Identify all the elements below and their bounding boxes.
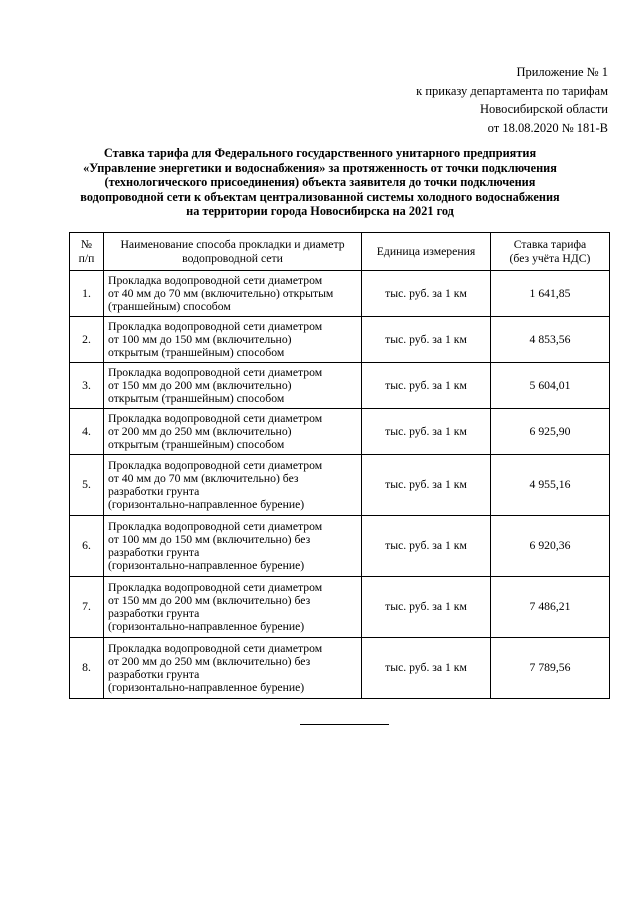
row-unit: тыс. руб. за 1 км	[362, 271, 491, 317]
method-line: Прокладка водопроводной сети диаметром	[108, 319, 323, 333]
row-unit: тыс. руб. за 1 км	[362, 317, 491, 363]
row-method	[104, 516, 362, 577]
title-line: (технологического присоединения) объекта заявителя до точки подключения	[104, 175, 536, 190]
method-line: Прокладка водопроводной сети диаметром	[108, 458, 323, 472]
method-line: от 150 мм до 200 мм (включительно) без	[108, 593, 311, 607]
header-name-line: Наименование способа прокладки и диаметр	[120, 238, 345, 252]
appendix-line: от 18.08.2020 № 181-В	[487, 120, 608, 135]
method-line: разработки грунта	[108, 546, 200, 559]
closing-divider-line	[300, 724, 389, 725]
row-number: 4.	[70, 409, 104, 455]
method-line: от 40 мм до 70 мм (включительно) открытым	[108, 286, 334, 300]
row-number: 6.	[70, 516, 104, 577]
row-method	[104, 455, 362, 516]
row-method	[104, 317, 362, 363]
method-line: от 200 мм до 250 мм (включительно)	[108, 424, 292, 438]
header-num-line: п/п	[78, 251, 95, 265]
method-line: от 100 мм до 150 мм (включительно)	[108, 332, 292, 346]
table-header-row	[70, 233, 610, 271]
table-row	[70, 271, 610, 317]
row-unit: тыс. руб. за 1 км	[362, 409, 491, 455]
table-row	[70, 455, 610, 516]
appendix-block	[416, 63, 608, 137]
title-line: «Управление энергетики и водоснабжения» за протяженность от точки подключения	[83, 160, 557, 175]
method-line: от 200 мм до 250 мм (включительно) без	[108, 654, 311, 668]
title-line: водопроводной сети к объектам централизованной системы холодного водоснабжения	[80, 189, 560, 204]
method-line: от 150 мм до 200 мм (включительно)	[108, 378, 292, 392]
row-number: 3.	[70, 363, 104, 409]
row-rate: 7 789,56	[491, 638, 610, 699]
header-unit: Единица измерения	[362, 233, 491, 271]
method-line: разработки грунта	[108, 485, 200, 498]
method-line: от 40 мм до 70 мм (включительно) без	[108, 471, 299, 485]
method-line: Прокладка водопроводной сети диаметром	[108, 365, 323, 379]
row-rate: 1 641,85	[491, 271, 610, 317]
row-unit: тыс. руб. за 1 км	[362, 577, 491, 638]
document-title	[70, 146, 570, 219]
appendix-line: Приложение № 1	[516, 65, 608, 79]
header-name	[104, 233, 362, 271]
method-line: Прокладка водопроводной сети диаметром	[108, 411, 323, 425]
row-number: 7.	[70, 577, 104, 638]
method-line: открытым (траншейным) способом	[108, 438, 285, 452]
row-rate: 4 853,56	[491, 317, 610, 363]
row-rate: 5 604,01	[491, 363, 610, 409]
appendix-line: Новосибирской области	[479, 102, 608, 116]
row-method	[104, 577, 362, 638]
method-line: (горизонтально-направленное бурение)	[108, 681, 305, 695]
title-line: Ставка тарифа для Федерального государственного унитарного предприятия	[103, 146, 537, 160]
row-unit: тыс. руб. за 1 км	[362, 516, 491, 577]
header-num	[70, 233, 104, 271]
appendix-line: к приказу департамента по тарифам	[416, 83, 608, 98]
header-rate-line: (без учёта НДС)	[509, 251, 591, 265]
row-number: 5.	[70, 455, 104, 516]
table-row	[70, 638, 610, 699]
row-method	[104, 271, 362, 317]
row-unit: тыс. руб. за 1 км	[362, 363, 491, 409]
table-row	[70, 577, 610, 638]
table-row	[70, 409, 610, 455]
method-line: от 100 мм до 150 мм (включительно) без	[108, 532, 311, 546]
table-row	[70, 317, 610, 363]
method-line: открытым (траншейным) способом	[108, 392, 285, 406]
row-number: 8.	[70, 638, 104, 699]
method-line: Прокладка водопроводной сети диаметром	[108, 580, 323, 594]
method-line: разработки грунта	[108, 668, 200, 681]
row-unit: тыс. руб. за 1 км	[362, 638, 491, 699]
header-rate	[491, 233, 610, 271]
row-unit: тыс. руб. за 1 км	[362, 455, 491, 516]
method-line: разработки грунта	[108, 607, 200, 620]
method-line: Прокладка водопроводной сети диаметром	[108, 641, 323, 655]
method-line: открытым (траншейным) способом	[108, 346, 285, 360]
row-rate: 6 920,36	[491, 516, 610, 577]
row-method	[104, 409, 362, 455]
table-row	[70, 516, 610, 577]
row-rate: 7 486,21	[491, 577, 610, 638]
header-num-line: №	[80, 238, 93, 252]
title-line: на территории города Новосибирска на 2021 год	[186, 204, 454, 219]
row-rate: 6 925,90	[491, 409, 610, 455]
row-rate: 4 955,16	[491, 455, 610, 516]
method-line: Прокладка водопроводной сети диаметром	[108, 519, 323, 533]
tariff-table	[69, 232, 610, 699]
method-line: Прокладка водопроводной сети диаметром	[108, 273, 323, 287]
row-number: 2.	[70, 317, 104, 363]
method-line: (горизонтально-направленное бурение)	[108, 498, 305, 512]
row-method	[104, 638, 362, 699]
method-line: (горизонтально-направленное бурение)	[108, 620, 305, 634]
header-name-line: водопроводной сети	[182, 251, 283, 265]
row-method	[104, 363, 362, 409]
method-line: (горизонтально-направленное бурение)	[108, 559, 305, 573]
row-number: 1.	[70, 271, 104, 317]
method-line: (траншейным) способом	[108, 300, 231, 314]
header-rate-line: Ставка тарифа	[513, 238, 587, 252]
table-row	[70, 363, 610, 409]
